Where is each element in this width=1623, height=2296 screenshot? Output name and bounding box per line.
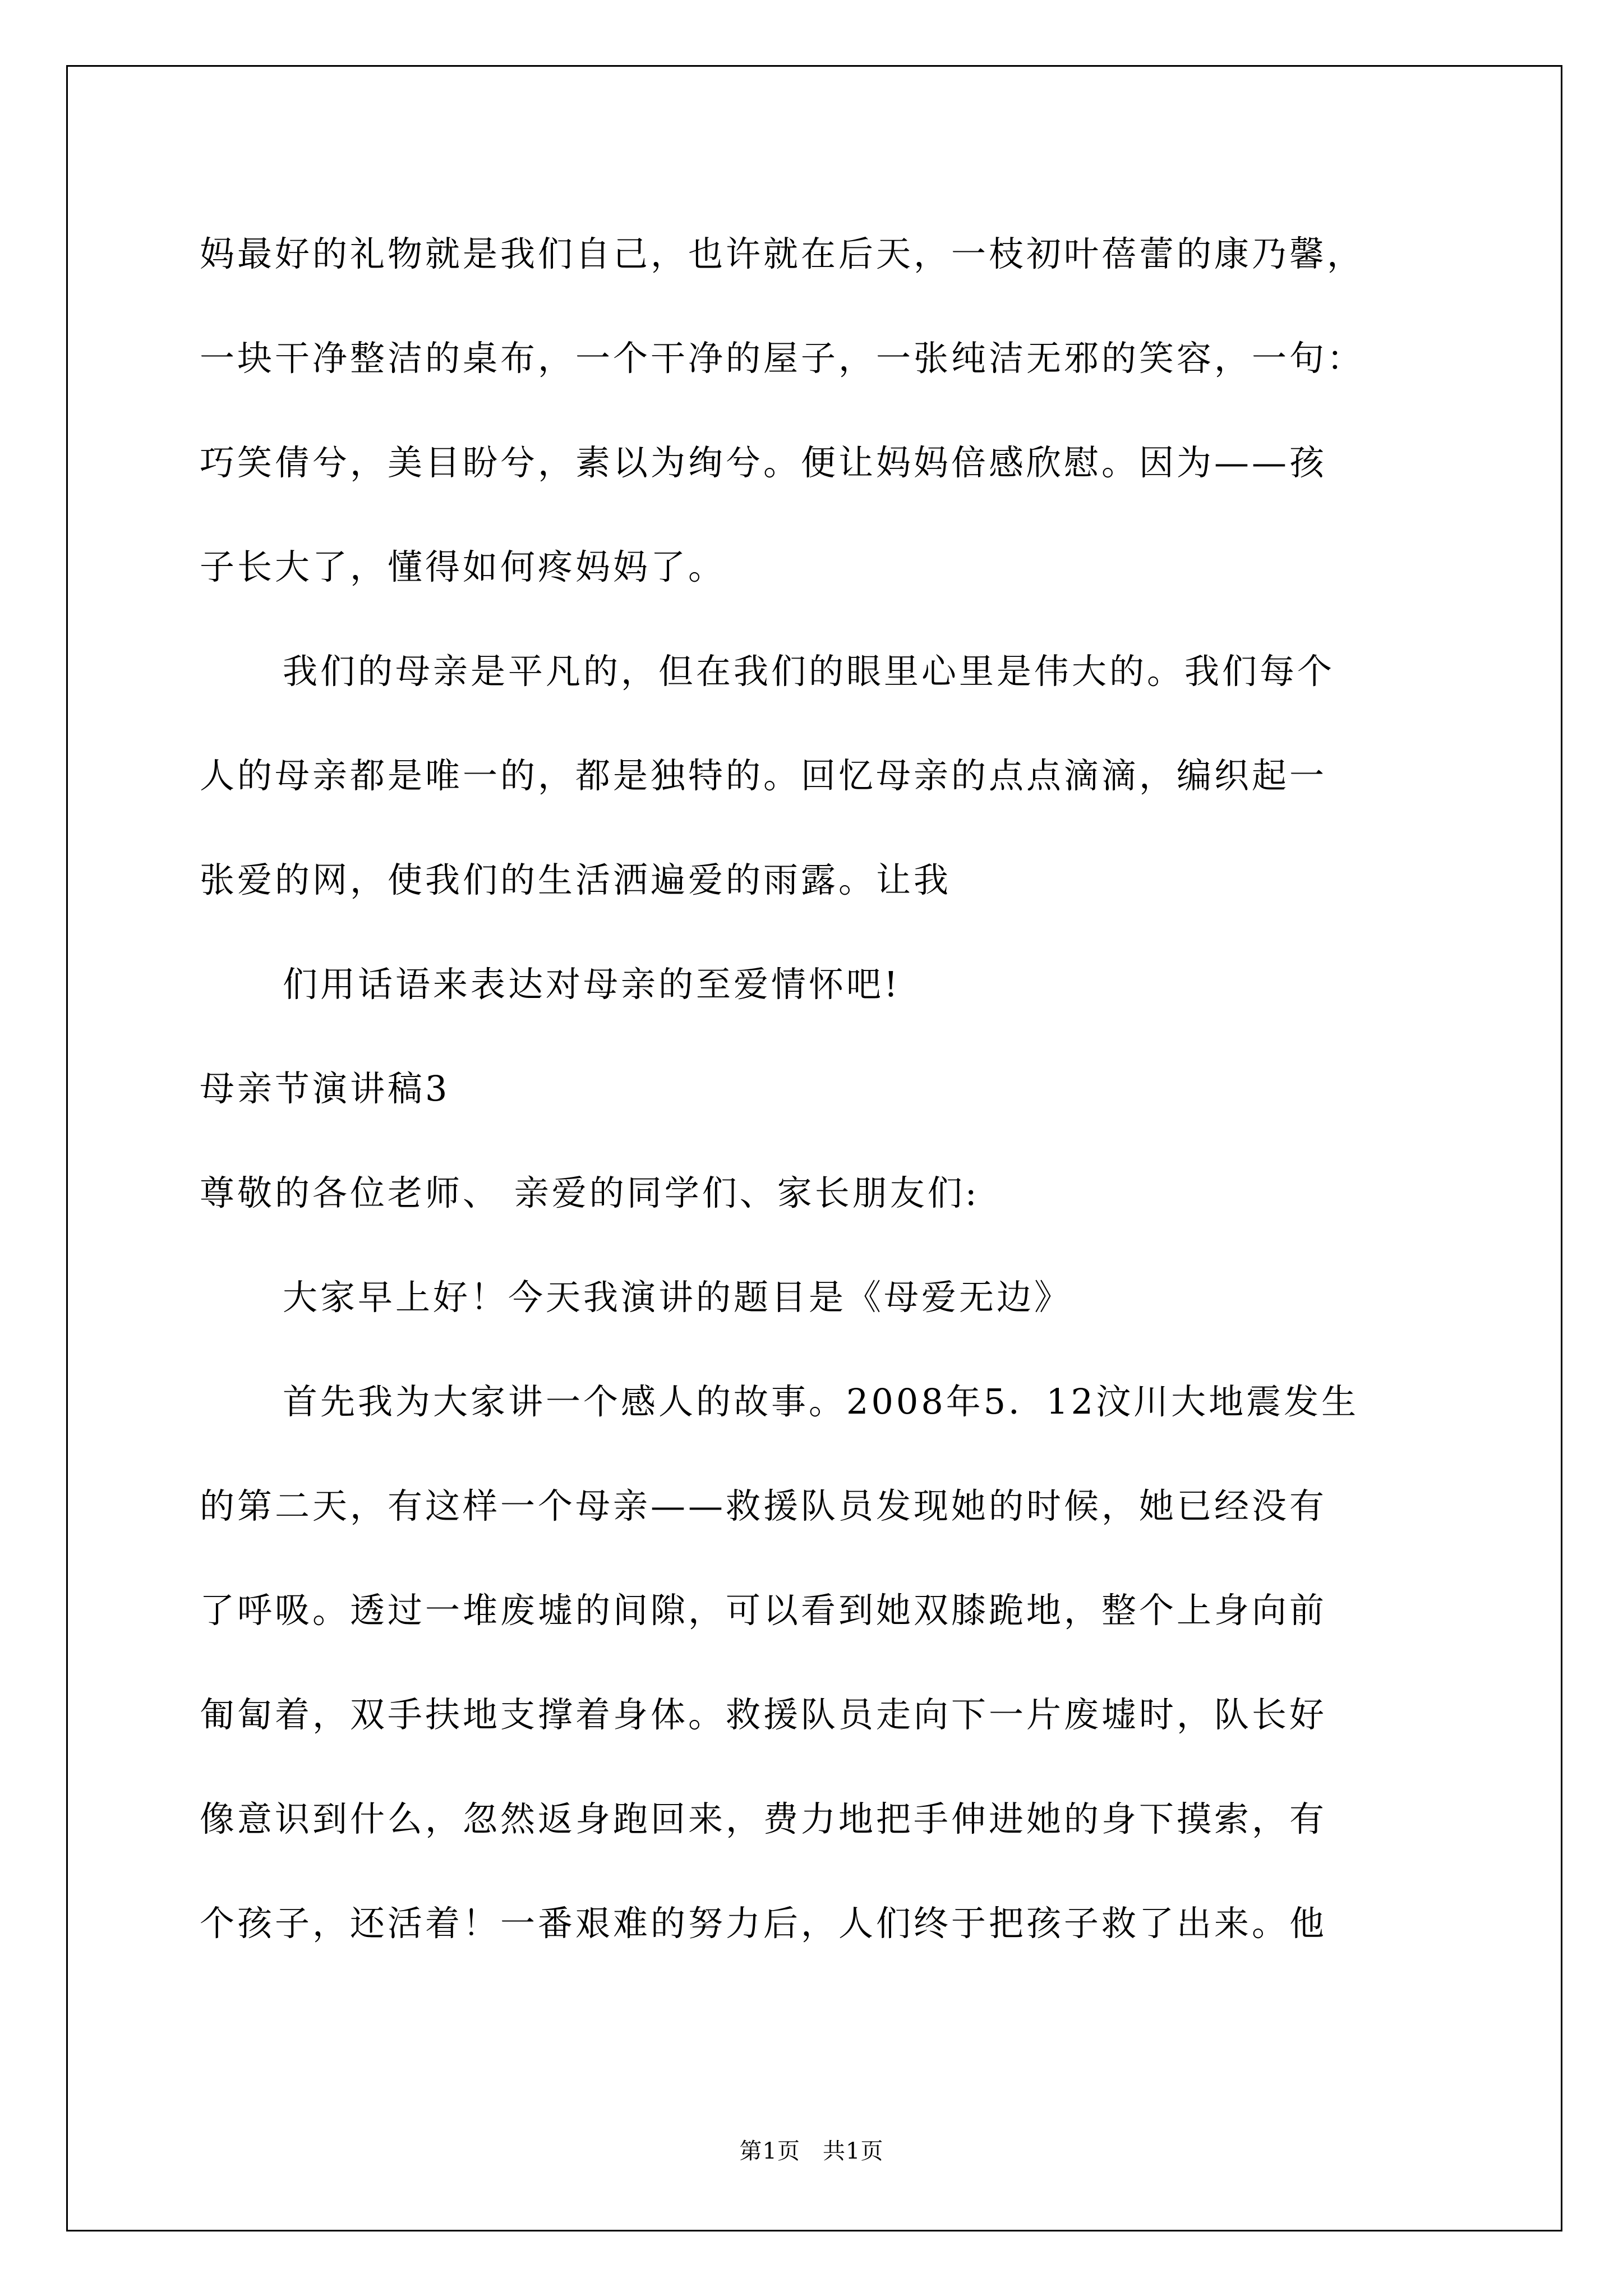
text-line: 我们的母亲是平凡的，但在我们的眼里心里是伟大的。我们每个 bbox=[283, 651, 1335, 692]
text-line: 子长大了，懂得如何疼妈妈了。 bbox=[200, 546, 726, 587]
text-line: 妈最好的礼物就是我们自己，也许就在后天，一枝初叶蓓蕾的康乃馨， bbox=[200, 233, 1365, 274]
text-line: 尊敬的各位老师、 亲爱的同学们、家长朋友们: bbox=[200, 1172, 980, 1213]
text-line: 匍匐着，双手扶地支撑着身体。救援队员走向下一片废墟时，队长好 bbox=[200, 1694, 1327, 1735]
text-line: 们用话语来表达对母亲的至爱情怀吧! bbox=[283, 964, 901, 1005]
page-footer bbox=[0, 2134, 1623, 2168]
text-line: 一块干净整洁的桌布，一个干净的屋子，一张纯洁无邪的笑容，一句： bbox=[200, 338, 1365, 379]
text-line: 的第二天，有这样一个母亲——救援队员发现她的时候，她已经没有 bbox=[200, 1485, 1327, 1526]
text-line: 个孩子，还活着！一番艰难的努力后，人们终于把孩子救了出来。他 bbox=[200, 1903, 1327, 1944]
text-line: 首先我为大家讲一个感人的故事。2008年5．12汶川大地震发生 bbox=[283, 1381, 1359, 1422]
text-line: 大家早上好！今天我演讲的题目是《母爱无边》 bbox=[283, 1277, 1072, 1318]
page-total: 共1页 bbox=[823, 2138, 884, 2164]
document-body bbox=[200, 202, 1445, 1976]
text-line: 母亲节演讲稿3 bbox=[200, 1068, 450, 1109]
text-line: 像意识到什么，忽然返身跑回来，费力地把手伸进她的身下摸索，有 bbox=[200, 1798, 1327, 1839]
text-line: 人的母亲都是唯一的，都是独特的。回忆母亲的点点滴滴，编织起一 bbox=[200, 755, 1327, 796]
text-line: 了呼吸。透过一堆废墟的间隙，可以看到她双膝跪地，整个上身向前 bbox=[200, 1590, 1327, 1631]
text-line: 张爱的网，使我们的生活洒遍爱的雨露。让我 bbox=[200, 859, 952, 900]
text-line: 巧笑倩兮，美目盼兮，素以为绚兮。便让妈妈倍感欣慰。因为——孩 bbox=[200, 442, 1327, 483]
page-number: 第1页 bbox=[739, 2138, 800, 2164]
